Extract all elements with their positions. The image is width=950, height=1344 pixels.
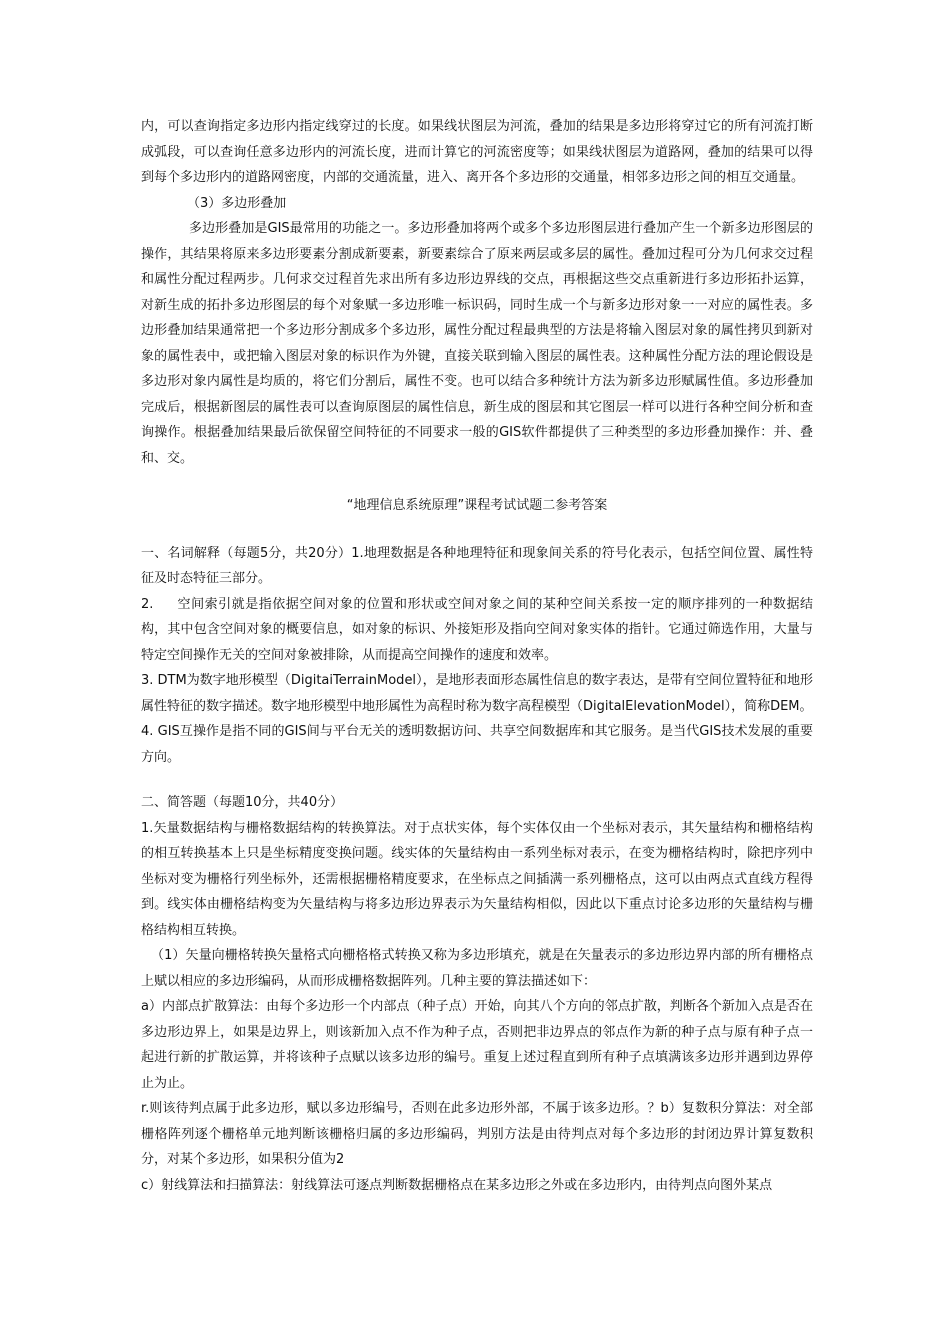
- document-page: [141, 114, 813, 1198]
- section2-item1-sub1: （1）矢量向栅格转换矢量格式向栅格格式转换又称为多边形填充，就是在矢量表示的多边形边界内部的所有栅格点上赋以相应的多边形编码，从而形成栅格数据阵列。几种主要的算法描述如下：: [141, 948, 813, 989]
- section1-item4: 4. GIS互操作是指不同的GIS间与平台无关的透明数据访问、共享空间数据库和其它服务。是当代GIS技术发展的重要方向。: [141, 724, 813, 765]
- section1-item2: [141, 592, 813, 669]
- exam-answer-title: “地理信息系统原理”课程考试试题二参考答案: [346, 498, 608, 513]
- item2-number: 2.: [141, 596, 154, 612]
- heading-polygon-overlay: （3）多边形叠加: [187, 195, 287, 211]
- paragraph-polygon-overlay: 多边形叠加是GIS最常用的功能之一。多边形叠加将两个或多个多边形图层进行叠加产生一个新多边形图层的操作，其结果将原来多边形要素分割成新要素，新要素综合了原来两层或多层的属性。叠加过程可分为几何求交过程和属性分配过程两步。几何求交过程首先求出所有多边形边界线的交点，再根据这些交点重新进行多边形拓扑运算，对新生成的拓扑多边形图层的每个对象赋一多边形唯一标识码，同时生成一个与新多边形对象一一对应的属性表。多边形叠加结果通常把一个多边形分割成多个多边形，属性分配过程最典型的方法是将输入图层对象的属性拷贝到新对象的属性表中，或把输入图层对象的标识作为外键，直接关联到输入图层的属性表。这种属性分配方法的理论假设是多边形对象内属性是均质的，将它们分割后，属性不变。也可以结合多种统计方法为新多边形赋属性值。多边形叠加完成后，根据新图层的属性表可以查询原图层的属性信息，新生成的图层和其它图层一样可以进行各种空间分析和查询操作。根据叠加结果最后欲保留空间特征的不同要求一般的GIS软件都提供了三种类型的多边形叠加操作：并、叠和、交。: [141, 221, 813, 466]
- section2-item1: 1.矢量数据结构与栅格数据结构的转换算法。对于点状实体，每个实体仅由一个坐标对表示，其矢量结构和栅格结构的相互转换基本上只是坐标精度变换问题。线实体的矢量结构由一系列坐标对表示，在变为栅格结构时，除把序列中坐标对变为栅格行列坐标外，还需根据栅格精度要求，在坐标点之间插满一系列栅格点，这可以由两点式直线方程得到。线实体由栅格结构变为矢量结构与将多边形边界表示为矢量结构相似，因此以下重点讨论多边形的矢量结构与栅格结构相互转换。: [141, 820, 813, 938]
- section2-heading: 二、简答题（每题10分，共40分）: [141, 795, 344, 810]
- section1-heading: 一、名词解释（每题5分，共20分）1.地理数据是各种地理特征和现象间关系的符号化表示，包括空间位置、属性特征及时态特征三部分。: [141, 545, 813, 586]
- section1-item3: 3. DTM为数字地形模型（DigitaiTerrainModel），是地形表面形态属性信息的数字表达，是带有空间位置特征和地形属性特征的数字描述。数字地形模型中地形属性为高程时称为数字高程模型（DigitalElevationModel），简称DEM。: [141, 673, 813, 714]
- section2-algorithm-b: r.则该待判点属于此多边形，赋以多边形编号，否则在此多边形外部，不属于该多边形。？b）复数积分算法：对全部栅格阵列逐个栅格单元地判断该栅格归属的多边形编码，判别方法是由待判点对每个多边形的封闭边界计算复数积分，对某个多边形，如果积分值为2: [141, 1101, 813, 1167]
- item2-text: 空间索引就是指依据空间对象的位置和形状或空间对象之间的某种空间关系按一定的顺序排列的一种数据结构，其中包含空间对象的概要信息，如对象的标识、外接矩形及指向空间对象实体的指针。它通过筛选作用，大量与特定空间操作无关的空间对象被排除，从而提高空间操作的速度和效率。: [141, 596, 813, 663]
- section2-algorithm-a: a）内部点扩散算法：由每个多边形一个内部点（种子点）开始，向其八个方向的邻点扩散，判断各个新加入点是否在多边形边界上，如果是边界上，则该新加入点不作为种子点，否则把非边界点的邻点作为新的种子点与原有种子点一起进行新的扩散运算，并将该种子点赋以该多边形的编号。重复上述过程直到所有种子点填满该多边形并遇到边界停止为止。: [141, 999, 813, 1091]
- section2-algorithm-c: c）射线算法和扫描算法：射线算法可逐点判断数据栅格点在某多边形之外或在多边形内，由待判点向图外某点: [141, 1177, 773, 1193]
- section-gap: [141, 770, 813, 790]
- paragraph-line-overlay: 内，可以查询指定多边形内指定线穿过的长度。如果线状图层为河流，叠加的结果是多边形将穿过它的所有河流打断成弧段，可以查询任意多边形内的河流长度，进而计算它的河流密度等；如果线状图层为道路网，叠加的结果可以得到每个多边形内的道路网密度，内部的交通流量，进入、离开各个多边形的交通量，相邻多边形之间的相互交通量。: [141, 119, 813, 185]
